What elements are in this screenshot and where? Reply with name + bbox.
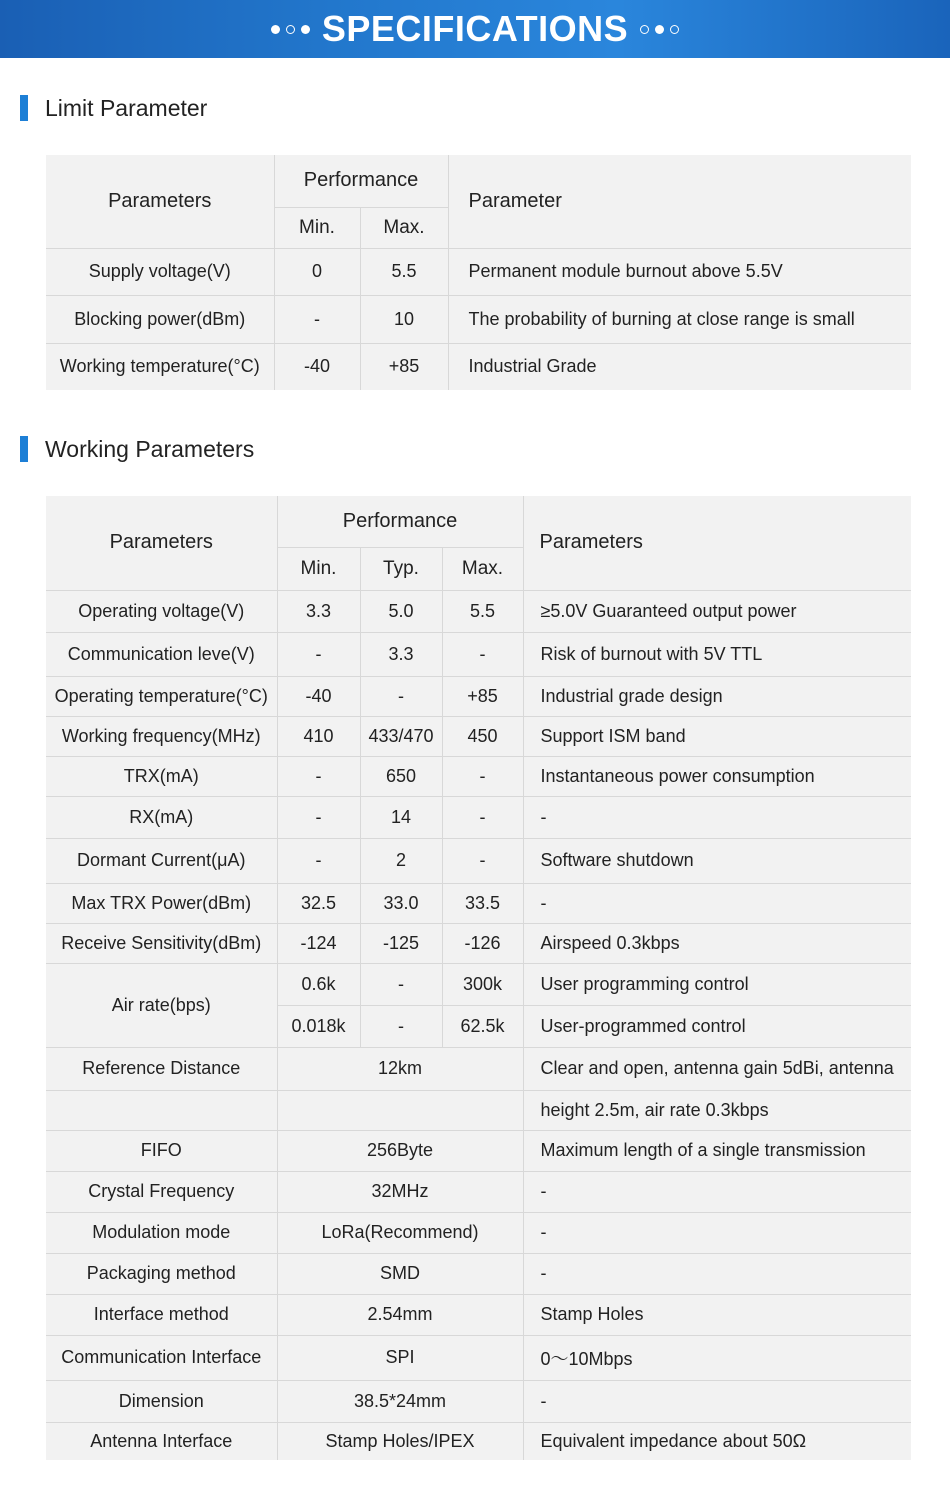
header-min: Min. <box>274 207 360 248</box>
param-min: -40 <box>274 343 360 390</box>
param-min: 0 <box>274 248 360 295</box>
dot-icon <box>670 25 679 34</box>
param-name: Crystal Frequency <box>46 1171 277 1212</box>
param-typ: 5.0 <box>360 590 442 632</box>
param-min: 3.3 <box>277 590 360 632</box>
param-typ: - <box>360 963 442 1005</box>
param-note: 0〜10Mbps <box>523 1335 911 1380</box>
param-typ: - <box>360 1005 442 1047</box>
param-value-empty <box>277 1090 523 1130</box>
param-max: 33.5 <box>442 883 523 923</box>
param-min: 410 <box>277 716 360 756</box>
param-name: Packaging method <box>46 1253 277 1294</box>
param-min: - <box>277 756 360 796</box>
param-min: - <box>277 796 360 838</box>
param-max: - <box>442 838 523 883</box>
table-row <box>46 1294 911 1335</box>
table-row <box>46 1335 911 1380</box>
param-min: - <box>277 838 360 883</box>
dot-icon <box>301 25 310 34</box>
param-name: Working frequency(MHz) <box>46 716 277 756</box>
param-max: +85 <box>442 676 523 716</box>
param-note: - <box>523 1380 911 1422</box>
param-value: 256Byte <box>277 1130 523 1171</box>
param-min: 32.5 <box>277 883 360 923</box>
param-name: Supply voltage(V) <box>46 248 274 295</box>
param-name: Dimension <box>46 1380 277 1422</box>
param-note: Clear and open, antenna gain 5dBi, antenna <box>523 1047 911 1090</box>
param-name: Operating temperature(°C) <box>46 676 277 716</box>
param-note: Software shutdown <box>523 838 911 883</box>
table-row <box>46 1380 911 1422</box>
param-value: 2.54mm <box>277 1294 523 1335</box>
param-min: - <box>274 295 360 343</box>
banner-title: SPECIFICATIONS <box>321 8 629 49</box>
table-row <box>46 756 911 796</box>
banner-dots-left <box>271 25 310 34</box>
param-typ: 3.3 <box>360 632 442 676</box>
param-name: TRX(mA) <box>46 756 277 796</box>
table-row <box>46 632 911 676</box>
param-value: SPI <box>277 1335 523 1380</box>
param-note: Permanent module burnout above 5.5V <box>448 248 911 295</box>
param-name: Operating voltage(V) <box>46 590 277 632</box>
header-parameters: Parameters <box>46 496 277 590</box>
param-typ: 2 <box>360 838 442 883</box>
header-max: Max. <box>360 207 448 248</box>
table-row <box>46 295 911 343</box>
section-bar-icon <box>20 436 28 462</box>
param-name: Reference Distance <box>46 1047 277 1090</box>
param-name: Interface method <box>46 1294 277 1335</box>
param-max: -126 <box>442 923 523 963</box>
param-name: Working temperature(°C) <box>46 343 274 390</box>
param-name: Antenna Interface <box>46 1422 277 1460</box>
param-name: Communication leve(V) <box>46 632 277 676</box>
table-row <box>46 883 911 923</box>
param-name: FIFO <box>46 1130 277 1171</box>
param-typ: 33.0 <box>360 883 442 923</box>
param-note: Risk of burnout with 5V TTL <box>523 632 911 676</box>
param-note: - <box>523 796 911 838</box>
table-row <box>46 248 911 295</box>
param-value: 12km <box>277 1047 523 1090</box>
table-row <box>46 1171 911 1212</box>
param-max: 62.5k <box>442 1005 523 1047</box>
param-name: Modulation mode <box>46 1212 277 1253</box>
dot-icon <box>271 25 280 34</box>
param-max: - <box>442 756 523 796</box>
table-row <box>46 923 911 963</box>
param-typ: 433/470 <box>360 716 442 756</box>
table-row <box>46 1090 911 1130</box>
param-note: Stamp Holes <box>523 1294 911 1335</box>
param-max: 5.5 <box>442 590 523 632</box>
table-row <box>46 796 911 838</box>
param-note: - <box>523 1212 911 1253</box>
limit-parameter-table <box>46 155 911 390</box>
param-name: Communication Interface <box>46 1335 277 1380</box>
param-typ: - <box>360 676 442 716</box>
param-note: The probability of burning at close range is small <box>448 295 911 343</box>
param-value: 32MHz <box>277 1171 523 1212</box>
dot-icon <box>286 25 295 34</box>
param-note: Industrial Grade <box>448 343 911 390</box>
param-max: - <box>442 632 523 676</box>
table-row <box>46 343 911 390</box>
limit-parameter-heading <box>20 95 207 121</box>
param-min: 0.018k <box>277 1005 360 1047</box>
header-performance: Performance <box>277 496 523 547</box>
param-max: - <box>442 796 523 838</box>
param-value: LoRa(Recommend) <box>277 1212 523 1253</box>
dot-icon <box>640 25 649 34</box>
working-parameters-table <box>46 496 911 1460</box>
header-max: Max. <box>442 547 523 590</box>
param-note: User programming control <box>523 963 911 1005</box>
param-max: +85 <box>360 343 448 390</box>
table-row <box>46 716 911 756</box>
specifications-banner <box>0 0 950 58</box>
table-row <box>46 1422 911 1460</box>
banner-dots-right <box>640 25 679 34</box>
section-bar-icon <box>20 95 28 121</box>
param-max: 450 <box>442 716 523 756</box>
table-row <box>46 676 911 716</box>
param-note: Airspeed 0.3kbps <box>523 923 911 963</box>
working-parameters-heading <box>20 436 254 462</box>
param-max: 10 <box>360 295 448 343</box>
param-name: Air rate(bps) <box>46 963 277 1047</box>
table-row <box>46 1047 911 1090</box>
param-note: - <box>523 1171 911 1212</box>
param-name: Dormant Current(μA) <box>46 838 277 883</box>
param-note: ≥5.0V Guaranteed output power <box>523 590 911 632</box>
param-min: -124 <box>277 923 360 963</box>
param-note: Support ISM band <box>523 716 911 756</box>
param-note: Equivalent impedance about 50Ω <box>523 1422 911 1460</box>
param-max: 5.5 <box>360 248 448 295</box>
section-title: Limit Parameter <box>45 94 208 121</box>
table-row <box>46 1253 911 1294</box>
param-typ: 14 <box>360 796 442 838</box>
header-note: Parameter <box>448 155 911 248</box>
param-note: User-programmed control <box>523 1005 911 1047</box>
header-parameters: Parameters <box>46 155 274 248</box>
param-name: Blocking power(dBm) <box>46 295 274 343</box>
param-note: Industrial grade design <box>523 676 911 716</box>
param-name: RX(mA) <box>46 796 277 838</box>
table-row <box>46 838 911 883</box>
param-note: Maximum length of a single transmission <box>523 1130 911 1171</box>
table-row <box>46 590 911 632</box>
table-row <box>46 963 911 1005</box>
param-min: -40 <box>277 676 360 716</box>
param-note: height 2.5m, air rate 0.3kbps <box>523 1090 911 1130</box>
table-row <box>46 1212 911 1253</box>
param-value: 38.5*24mm <box>277 1380 523 1422</box>
header-typ: Typ. <box>360 547 442 590</box>
dot-icon <box>655 25 664 34</box>
section-title: Working Parameters <box>45 435 255 462</box>
param-typ: 650 <box>360 756 442 796</box>
param-min: 0.6k <box>277 963 360 1005</box>
param-note: Instantaneous power consumption <box>523 756 911 796</box>
header-note: Parameters <box>523 496 911 590</box>
param-min: - <box>277 632 360 676</box>
param-note: - <box>523 1253 911 1294</box>
param-typ: -125 <box>360 923 442 963</box>
param-name: Max TRX Power(dBm) <box>46 883 277 923</box>
param-note: - <box>523 883 911 923</box>
param-value: Stamp Holes/IPEX <box>277 1422 523 1460</box>
param-value: SMD <box>277 1253 523 1294</box>
param-max: 300k <box>442 963 523 1005</box>
header-performance: Performance <box>274 155 448 207</box>
header-min: Min. <box>277 547 360 590</box>
param-name-empty <box>46 1090 277 1130</box>
table-header-row <box>46 496 911 547</box>
table-row <box>46 1130 911 1171</box>
table-header-row <box>46 155 911 207</box>
param-name: Receive Sensitivity(dBm) <box>46 923 277 963</box>
